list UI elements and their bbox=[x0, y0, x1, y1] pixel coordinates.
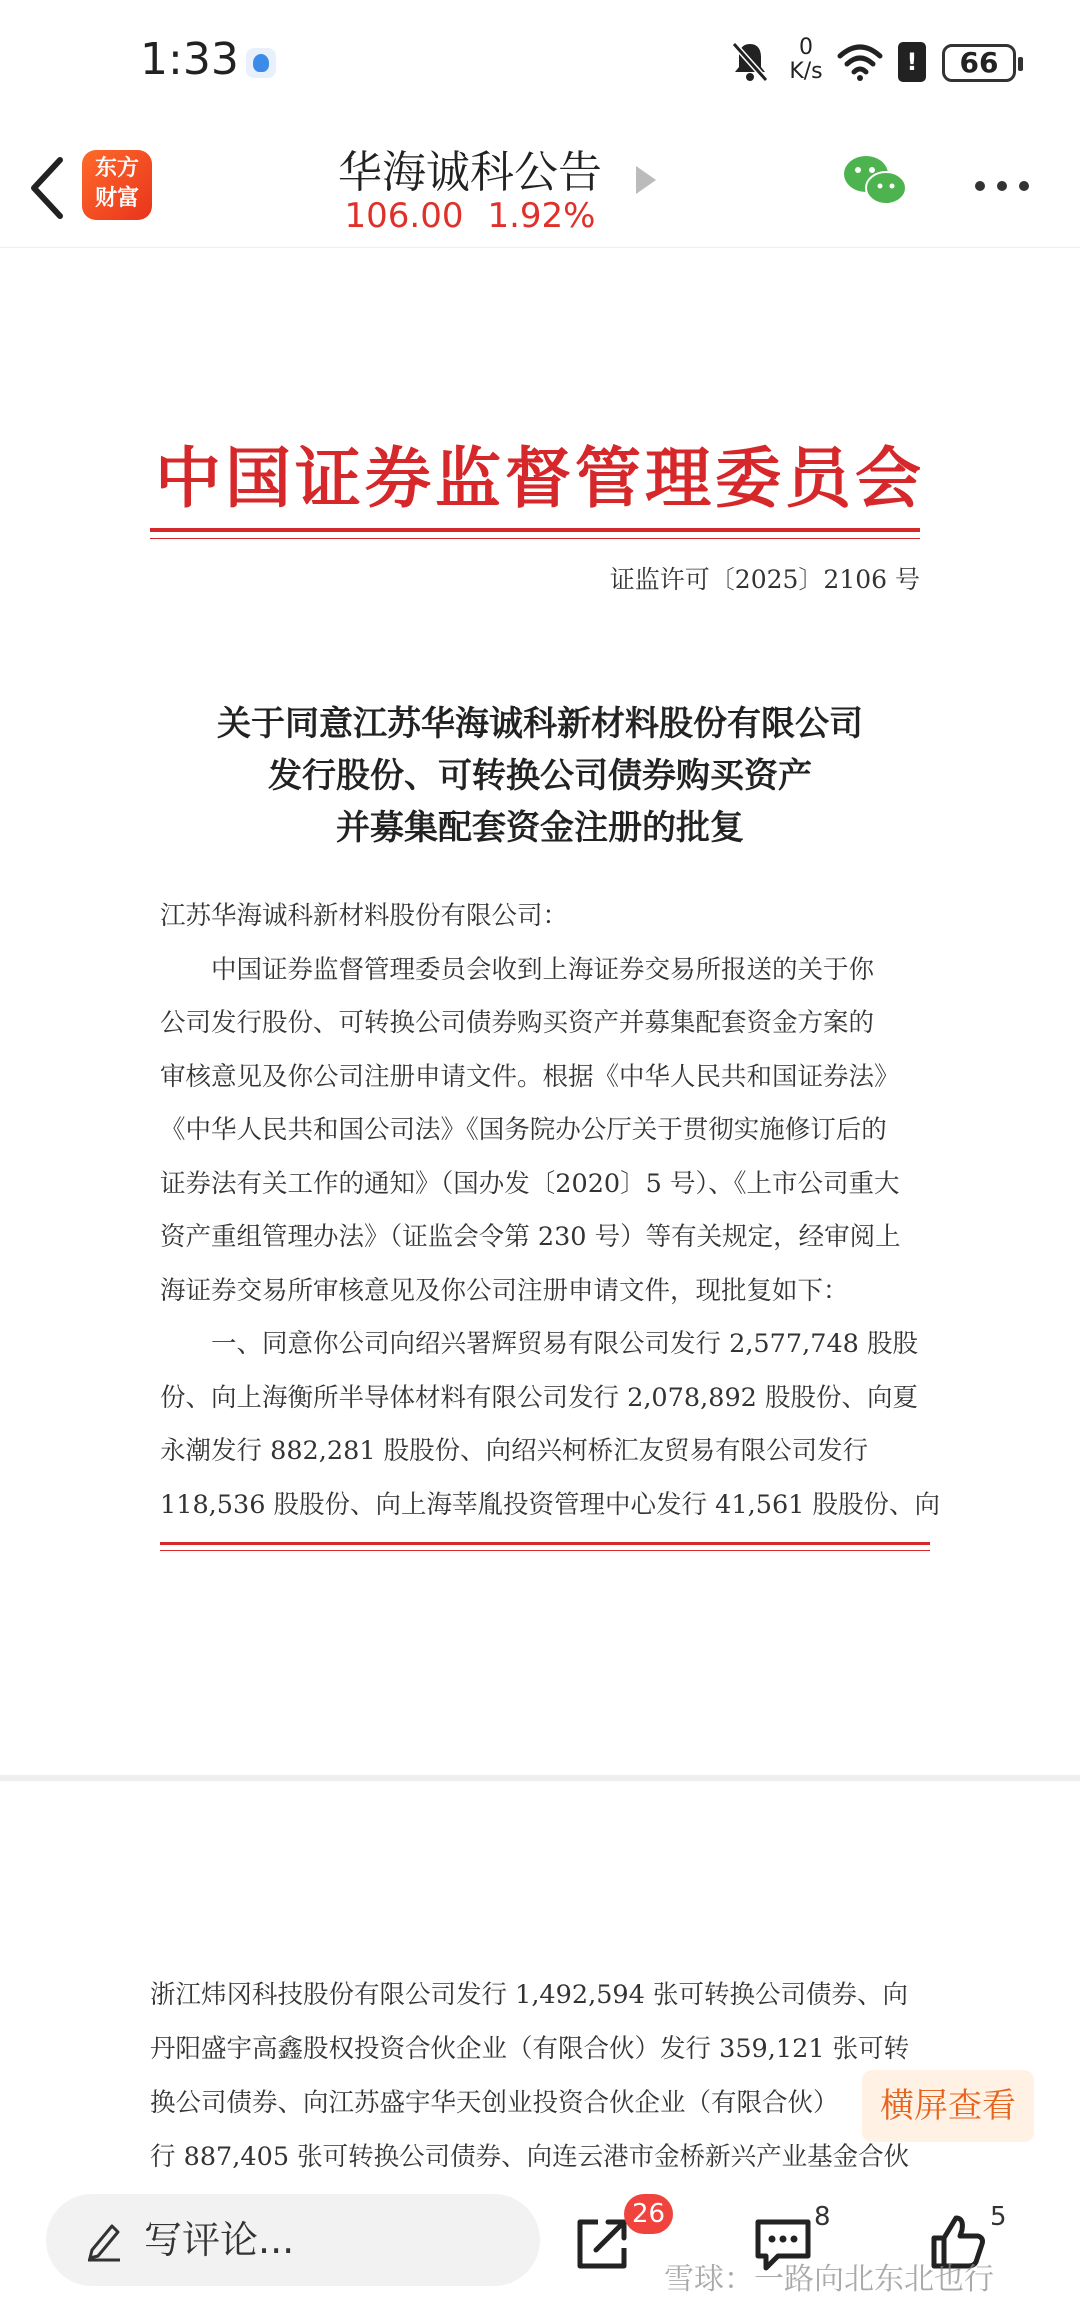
heading-line: 并募集配套资金注册的批复 bbox=[336, 808, 744, 848]
wifi-icon bbox=[836, 42, 884, 82]
document-issuer: 中国证券监督管理委员会 bbox=[155, 439, 925, 517]
document-body bbox=[160, 890, 940, 1532]
battery-icon: 66 bbox=[942, 44, 1016, 82]
body-line: 永潮发行 882,281 股股份、向绍兴柯桥汇友贸易有限公司发行 bbox=[160, 1436, 869, 1466]
more-options-icon[interactable] bbox=[972, 176, 1032, 196]
red-header-rule bbox=[150, 528, 920, 532]
red-header-rule-thin bbox=[150, 538, 920, 539]
network-speed bbox=[786, 36, 826, 84]
announcement-document-page bbox=[0, 250, 1080, 1775]
app-header bbox=[0, 130, 1080, 248]
page-title: 华海诚科公告 bbox=[338, 147, 602, 198]
announcement-document-page-2 bbox=[150, 1968, 940, 2184]
like-count: 5 bbox=[990, 2202, 1007, 2232]
body-line: 海证券交易所审核意见及你公司注册申请文件，现批复如下： bbox=[160, 1275, 849, 1306]
watermark: 雪球：一路向北东北也行 bbox=[664, 2262, 994, 2297]
comment-count: 8 bbox=[814, 2202, 831, 2232]
body-line: 《中华人民共和国公司法》《国务院办公厅关于贯彻实施修订后的 bbox=[160, 1115, 887, 1145]
comment-placeholder: 写评论... bbox=[144, 2218, 295, 2262]
qq-notification-icon bbox=[246, 48, 276, 78]
sim-alert-icon: ! bbox=[898, 42, 926, 82]
body-line: 审核意见及你公司注册申请文件。根据《中华人民共和国证券法》 bbox=[160, 1061, 900, 1092]
share-icon[interactable] bbox=[572, 2214, 632, 2274]
eastmoney-logo bbox=[82, 150, 152, 220]
stock-change: 1.92% bbox=[487, 196, 596, 236]
red-footer-rule-thin bbox=[160, 1550, 930, 1551]
document-number: 证监许可〔2025〕2106 号 bbox=[609, 565, 920, 594]
network-speed-value: 0 bbox=[799, 35, 813, 60]
bottom-action-bar bbox=[0, 2172, 1080, 2310]
network-speed-unit: K/s bbox=[789, 59, 823, 84]
body-line: 中国证券监督管理委员会收到上海证券交易所报送的关于你 bbox=[160, 954, 875, 985]
body-line: 公司发行股份、可转换公司债券购买资产并募集配套资金方案的 bbox=[160, 1008, 875, 1038]
body-line: 浙江炜冈科技股份有限公司发行 1,492,594 张可转换公司债券、向 bbox=[150, 1980, 908, 2010]
logo-text-line1: 东方 bbox=[94, 156, 139, 181]
landscape-view-button[interactable]: 横屏查看 bbox=[862, 2070, 1034, 2142]
share-count-badge: 26 bbox=[624, 2194, 673, 2234]
page-separator bbox=[0, 1775, 1080, 1781]
pencil-icon bbox=[84, 2218, 124, 2262]
body-line: 行 887,405 张可转换公司债券、向连云港市金桥新兴产业基金合伙 bbox=[150, 2142, 910, 2172]
body-line: 江苏华海诚科新材料股份有限公司： bbox=[160, 901, 569, 931]
body-line: 换公司债券、向江苏盛宇华天创业投资合伙企业（有限合伙） bbox=[150, 2088, 839, 2118]
document-heading bbox=[120, 698, 960, 854]
back-arrow-icon[interactable] bbox=[18, 150, 78, 226]
body-line: 118,536 股股份、向上海莘胤投资管理中心发行 41,561 股股份、向 bbox=[160, 1489, 940, 1520]
body-line: 证券法有关工作的通知》（国办发〔2020〕5 号）、《上市公司重大 bbox=[160, 1168, 900, 1199]
body-line: 份、向上海衡所半导体材料有限公司发行 2,078,892 股股份、向夏 bbox=[160, 1382, 918, 1413]
stock-price: 106.00 bbox=[344, 196, 464, 236]
mute-bell-icon bbox=[730, 40, 770, 84]
status-time: 1:33 bbox=[140, 34, 239, 85]
wechat-share-icon[interactable] bbox=[842, 152, 908, 208]
logo-text-line2: 财富 bbox=[94, 186, 139, 211]
heading-line: 关于同意江苏华海诚科新材料股份有限公司 bbox=[217, 704, 863, 744]
status-bar bbox=[0, 0, 1080, 120]
stock-quote[interactable] bbox=[270, 196, 670, 236]
heading-line: 发行股份、可转换公司债券购买资产 bbox=[268, 756, 812, 796]
body-line: 丹阳盛宇高鑫股权投资合伙企业（有限合伙）发行 359,121 张可转 bbox=[150, 2034, 910, 2064]
body-line: 资产重组管理办法》（证监会令第 230 号）等有关规定，经审阅上 bbox=[160, 1222, 901, 1252]
comment-input[interactable] bbox=[46, 2194, 540, 2286]
red-footer-rule bbox=[160, 1542, 930, 1545]
play-triangle-icon[interactable] bbox=[636, 166, 656, 194]
body-line: 一、同意你公司向绍兴署辉贸易有限公司发行 2,577,748 股股 bbox=[160, 1329, 918, 1359]
